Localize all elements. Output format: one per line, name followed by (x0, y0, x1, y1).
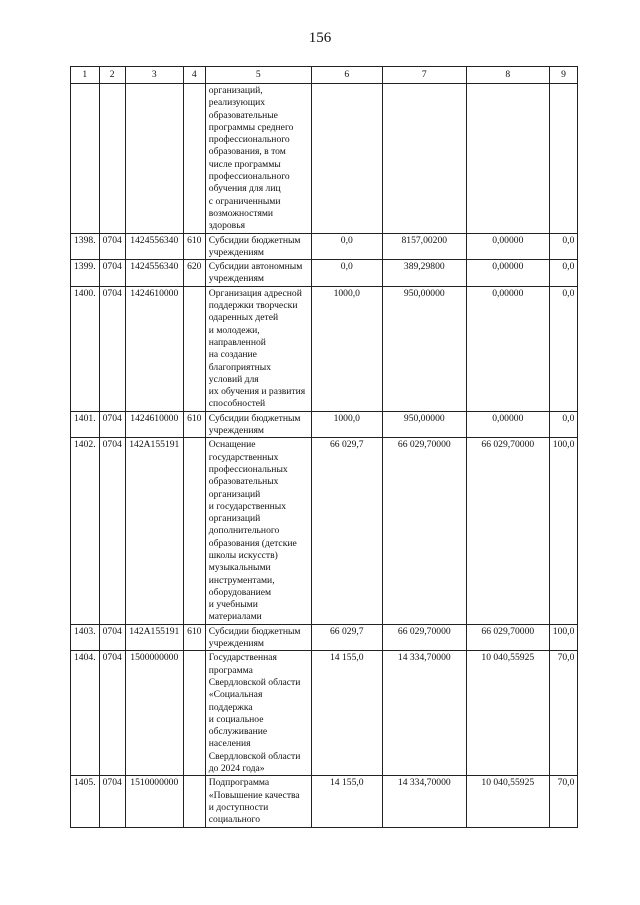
cell-num: 1400. (71, 286, 100, 411)
cell-type (183, 651, 205, 776)
cell-type: 610 (183, 411, 205, 438)
cell-col8: 66 029,70000 (466, 438, 549, 624)
table-row (71, 776, 578, 827)
cell-type (183, 84, 205, 234)
cell-col8 (466, 84, 549, 234)
table-row (71, 651, 578, 776)
column-header: 7 (382, 67, 466, 84)
cell-name: Субсидии автономным учреждениям (205, 260, 311, 287)
cell-col9: 100,0 (549, 624, 578, 651)
cell-section: 0704 (99, 260, 125, 287)
cell-col6: 66 029,7 (311, 438, 382, 624)
cell-col6: 1000,0 (311, 286, 382, 411)
cell-col8: 10 040,55925 (466, 776, 549, 827)
continuation-row (71, 84, 578, 234)
cell-col8: 66 029,70000 (466, 624, 549, 651)
cell-name: Оснащение государственных профессиональных образовательных организаций и государственных организаций дополнительного образования (детские школы искусств) музыкальными инструментами, оборудованием и учебными материалами (205, 438, 311, 624)
cell-target (125, 84, 183, 234)
cell-col6: 0,0 (311, 233, 382, 260)
cell-num (71, 84, 100, 234)
cell-col7: 14 334,70000 (382, 776, 466, 827)
cell-col7: 14 334,70000 (382, 651, 466, 776)
page-number: 156 (308, 30, 332, 46)
cell-section: 0704 (99, 776, 125, 827)
cell-col8: 0,00000 (466, 411, 549, 438)
cell-col6: 14 155,0 (311, 776, 382, 827)
cell-num: 1403. (71, 624, 100, 651)
cell-num: 1402. (71, 438, 100, 624)
cell-col7: 950,00000 (382, 411, 466, 438)
cell-target: 142A155191 (125, 624, 183, 651)
table-row (71, 624, 578, 651)
header-row (71, 67, 578, 84)
cell-target: 142A155191 (125, 438, 183, 624)
cell-num: 1398. (71, 233, 100, 260)
cell-col6: 0,0 (311, 260, 382, 287)
cell-col9: 0,0 (549, 260, 578, 287)
cell-name: Субсидии бюджетным учреждениям (205, 233, 311, 260)
cell-type: 620 (183, 260, 205, 287)
cell-type (183, 776, 205, 827)
column-header: 5 (205, 67, 311, 84)
cell-col9: 70,0 (549, 651, 578, 776)
cell-col7: 66 029,70000 (382, 438, 466, 624)
column-header: 9 (549, 67, 578, 84)
cell-col8: 0,00000 (466, 233, 549, 260)
cell-col8: 10 040,55925 (466, 651, 549, 776)
cell-section: 0704 (99, 286, 125, 411)
table-row (71, 233, 578, 260)
cell-col7: 950,00000 (382, 286, 466, 411)
cell-section: 0704 (99, 624, 125, 651)
table-row (71, 411, 578, 438)
cell-section: 0704 (99, 438, 125, 624)
cell-name: Подпрограмма «Повышение качества и доступности социального (205, 776, 311, 827)
cell-col9: 0,0 (549, 286, 578, 411)
cell-col7: 8157,00200 (382, 233, 466, 260)
cell-section: 0704 (99, 651, 125, 776)
cell-name: Организация адресной поддержки творчески одаренных детей и молодежи, направленной на создание благоприятных условий для их обучения и развития способностей (205, 286, 311, 411)
cell-col8: 0,00000 (466, 260, 549, 287)
cell-col9: 0,0 (549, 233, 578, 260)
budget-table (70, 66, 578, 828)
cell-target: 1424610000 (125, 286, 183, 411)
cell-type: 610 (183, 233, 205, 260)
cell-section: 0704 (99, 411, 125, 438)
cell-section: 0704 (99, 233, 125, 260)
cell-num: 1404. (71, 651, 100, 776)
table-row (71, 286, 578, 411)
cell-name: организаций, реализующих образовательные программы среднего профессионального образования, в том числе программы профессионального обучения для лиц с ограниченными возможностями здоровья (205, 84, 311, 234)
cell-target: 1510000000 (125, 776, 183, 827)
column-header: 4 (183, 67, 205, 84)
cell-col9: 70,0 (549, 776, 578, 827)
cell-col9 (549, 84, 578, 234)
cell-col9: 0,0 (549, 411, 578, 438)
column-header: 8 (466, 67, 549, 84)
cell-num: 1401. (71, 411, 100, 438)
cell-target: 1424610000 (125, 411, 183, 438)
cell-name: Государственная программа Свердловской области «Социальная поддержка и социальное обслуживание населения Свердловской области до 2024 года» (205, 651, 311, 776)
cell-section (99, 84, 125, 234)
cell-col6: 66 029,7 (311, 624, 382, 651)
table-row (71, 438, 578, 624)
cell-col7: 389,29800 (382, 260, 466, 287)
cell-col7 (382, 84, 466, 234)
cell-col6: 1000,0 (311, 411, 382, 438)
cell-type (183, 438, 205, 624)
column-header: 2 (99, 67, 125, 84)
cell-col9: 100,0 (549, 438, 578, 624)
cell-num: 1399. (71, 260, 100, 287)
cell-col6 (311, 84, 382, 234)
cell-col6: 14 155,0 (311, 651, 382, 776)
cell-name: Субсидии бюджетным учреждениям (205, 624, 311, 651)
cell-target: 1500000000 (125, 651, 183, 776)
cell-type: 610 (183, 624, 205, 651)
column-header: 6 (311, 67, 382, 84)
column-header: 3 (125, 67, 183, 84)
cell-num: 1405. (71, 776, 100, 827)
cell-target: 1424556340 (125, 260, 183, 287)
cell-type (183, 286, 205, 411)
cell-col7: 66 029,70000 (382, 624, 466, 651)
cell-name: Субсидии бюджетным учреждениям (205, 411, 311, 438)
column-header: 1 (71, 67, 100, 84)
table-row (71, 260, 578, 287)
cell-target: 1424556340 (125, 233, 183, 260)
cell-col8: 0,00000 (466, 286, 549, 411)
